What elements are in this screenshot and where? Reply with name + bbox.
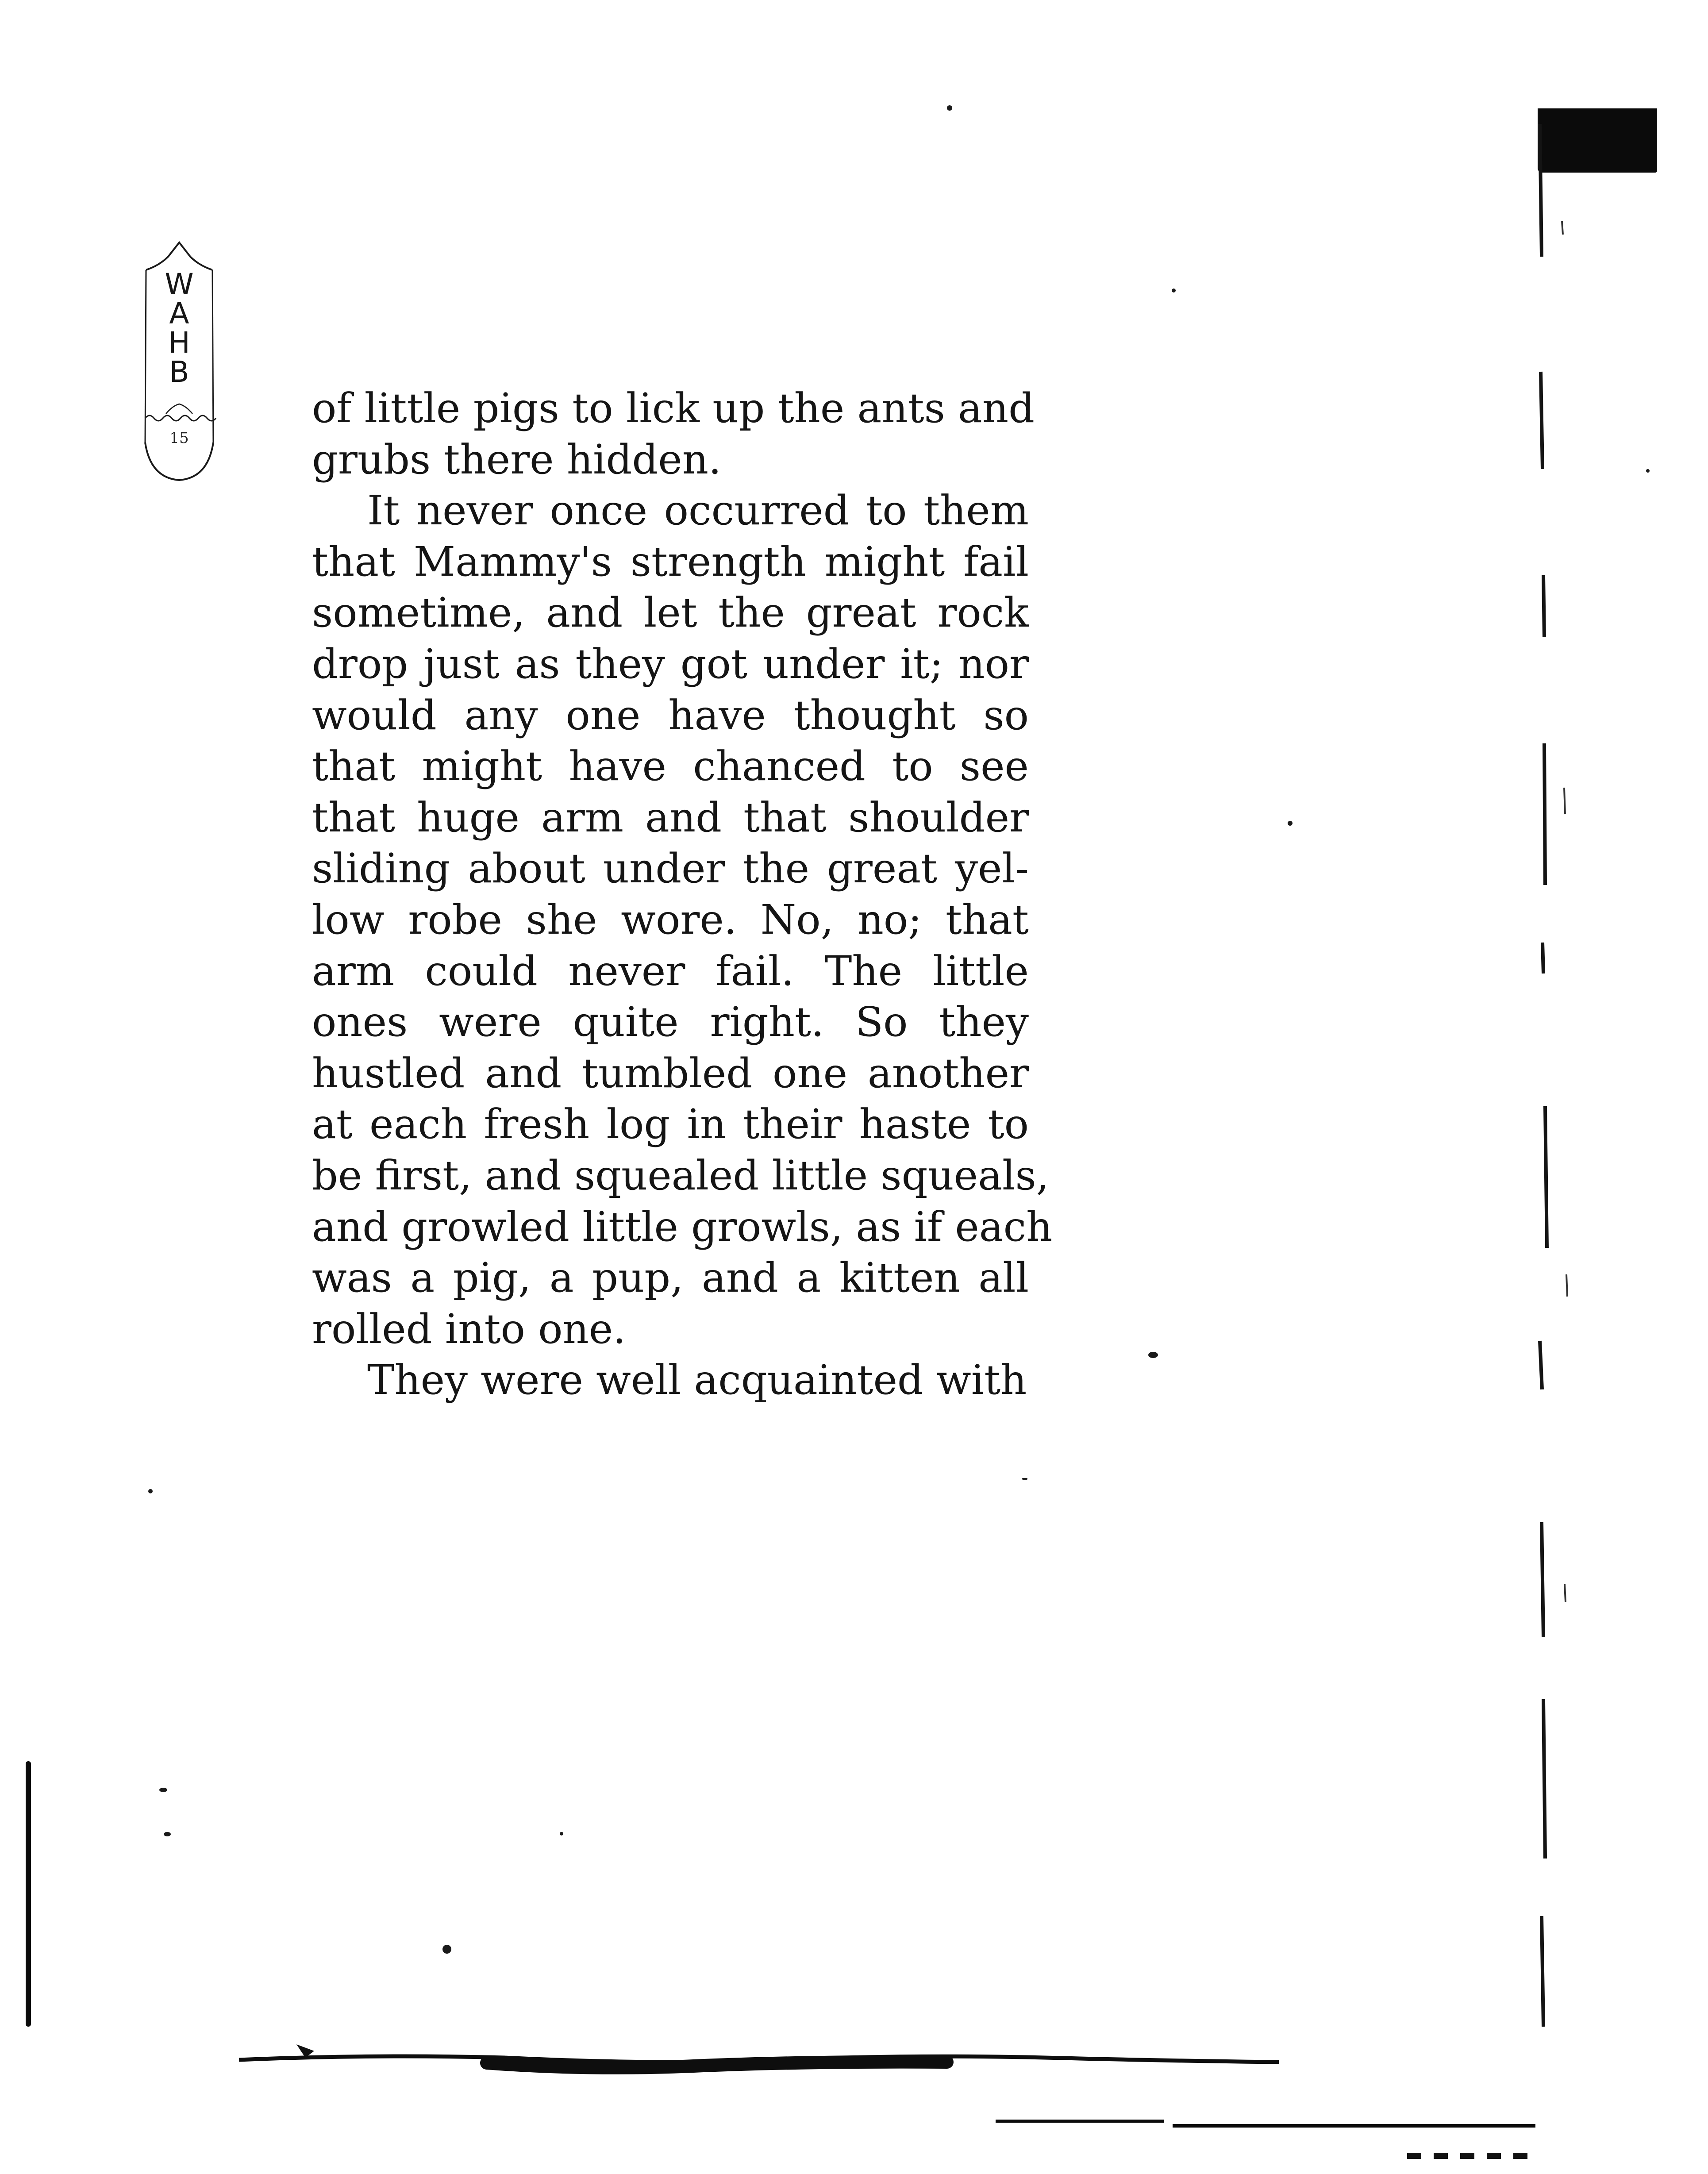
text-line: rolled into one.	[312, 1305, 626, 1353]
text-line: sometime, and let the great rock	[312, 589, 1029, 637]
scan-dot	[1148, 1352, 1158, 1358]
scan-left-edge	[26, 1761, 31, 2027]
scan-edge-noise	[1522, 124, 1584, 2115]
badge-letter: W	[165, 267, 194, 301]
body-text	[312, 383, 1053, 1406]
scan-dot	[1022, 1478, 1027, 1480]
text-line: at each fresh log in their haste to	[312, 1100, 1029, 1148]
scan-bottom-rule	[996, 2120, 1164, 2123]
text-line: low robe she wore. No, no; that	[312, 896, 1029, 943]
text-line: that Mammy's strength might fail	[312, 538, 1029, 585]
badge-letter: H	[168, 326, 190, 360]
badge-letters	[142, 267, 217, 389]
scan-dot	[148, 1489, 153, 1493]
scan-dot	[442, 1945, 451, 1954]
text-line: ones were quite right. So they	[312, 998, 1029, 1046]
text-line: and growled little growls, as if each	[312, 1203, 1053, 1251]
text-line: hustled and tumbled one another	[312, 1049, 1029, 1097]
scan-dot	[947, 105, 952, 111]
scan-dot	[560, 1832, 563, 1835]
page-badge	[142, 239, 217, 482]
page-number: 15	[169, 429, 189, 447]
badge-letter: B	[169, 355, 189, 389]
badge-letter: A	[169, 296, 189, 331]
text-line: It never once occurred to them	[367, 487, 1029, 535]
text-line: of little pigs to lick up the ants and	[312, 385, 1035, 432]
scan-bottom-marks	[1407, 2153, 1540, 2159]
text-line: arm could never fail. The little	[312, 947, 1029, 995]
text-line: was a pig, a pup, and a kitten all	[312, 1254, 1029, 1302]
text-line: that might have chanced to see	[312, 743, 1029, 790]
scan-dot	[1288, 821, 1293, 826]
scan-dot	[159, 1788, 167, 1792]
text-line: that huge arm and that shoulder	[312, 793, 1029, 841]
text-line: grubs there hidden.	[312, 435, 722, 483]
text-line: They were well acquainted with	[367, 1356, 1027, 1404]
text-line: drop just as they got under it; nor	[312, 640, 1029, 688]
text-line: sliding about under the great yel-	[312, 845, 1029, 893]
scan-dot	[1172, 289, 1176, 292]
scan-bottom-rule	[1173, 2124, 1535, 2128]
text-line: would any one have thought so	[312, 691, 1029, 739]
text-line: be first, and squealed little squeals,	[312, 1151, 1049, 1199]
scan-dot	[164, 1832, 171, 1836]
scan-bottom-smudge	[239, 2027, 1301, 2080]
scan-dot	[1646, 469, 1650, 473]
